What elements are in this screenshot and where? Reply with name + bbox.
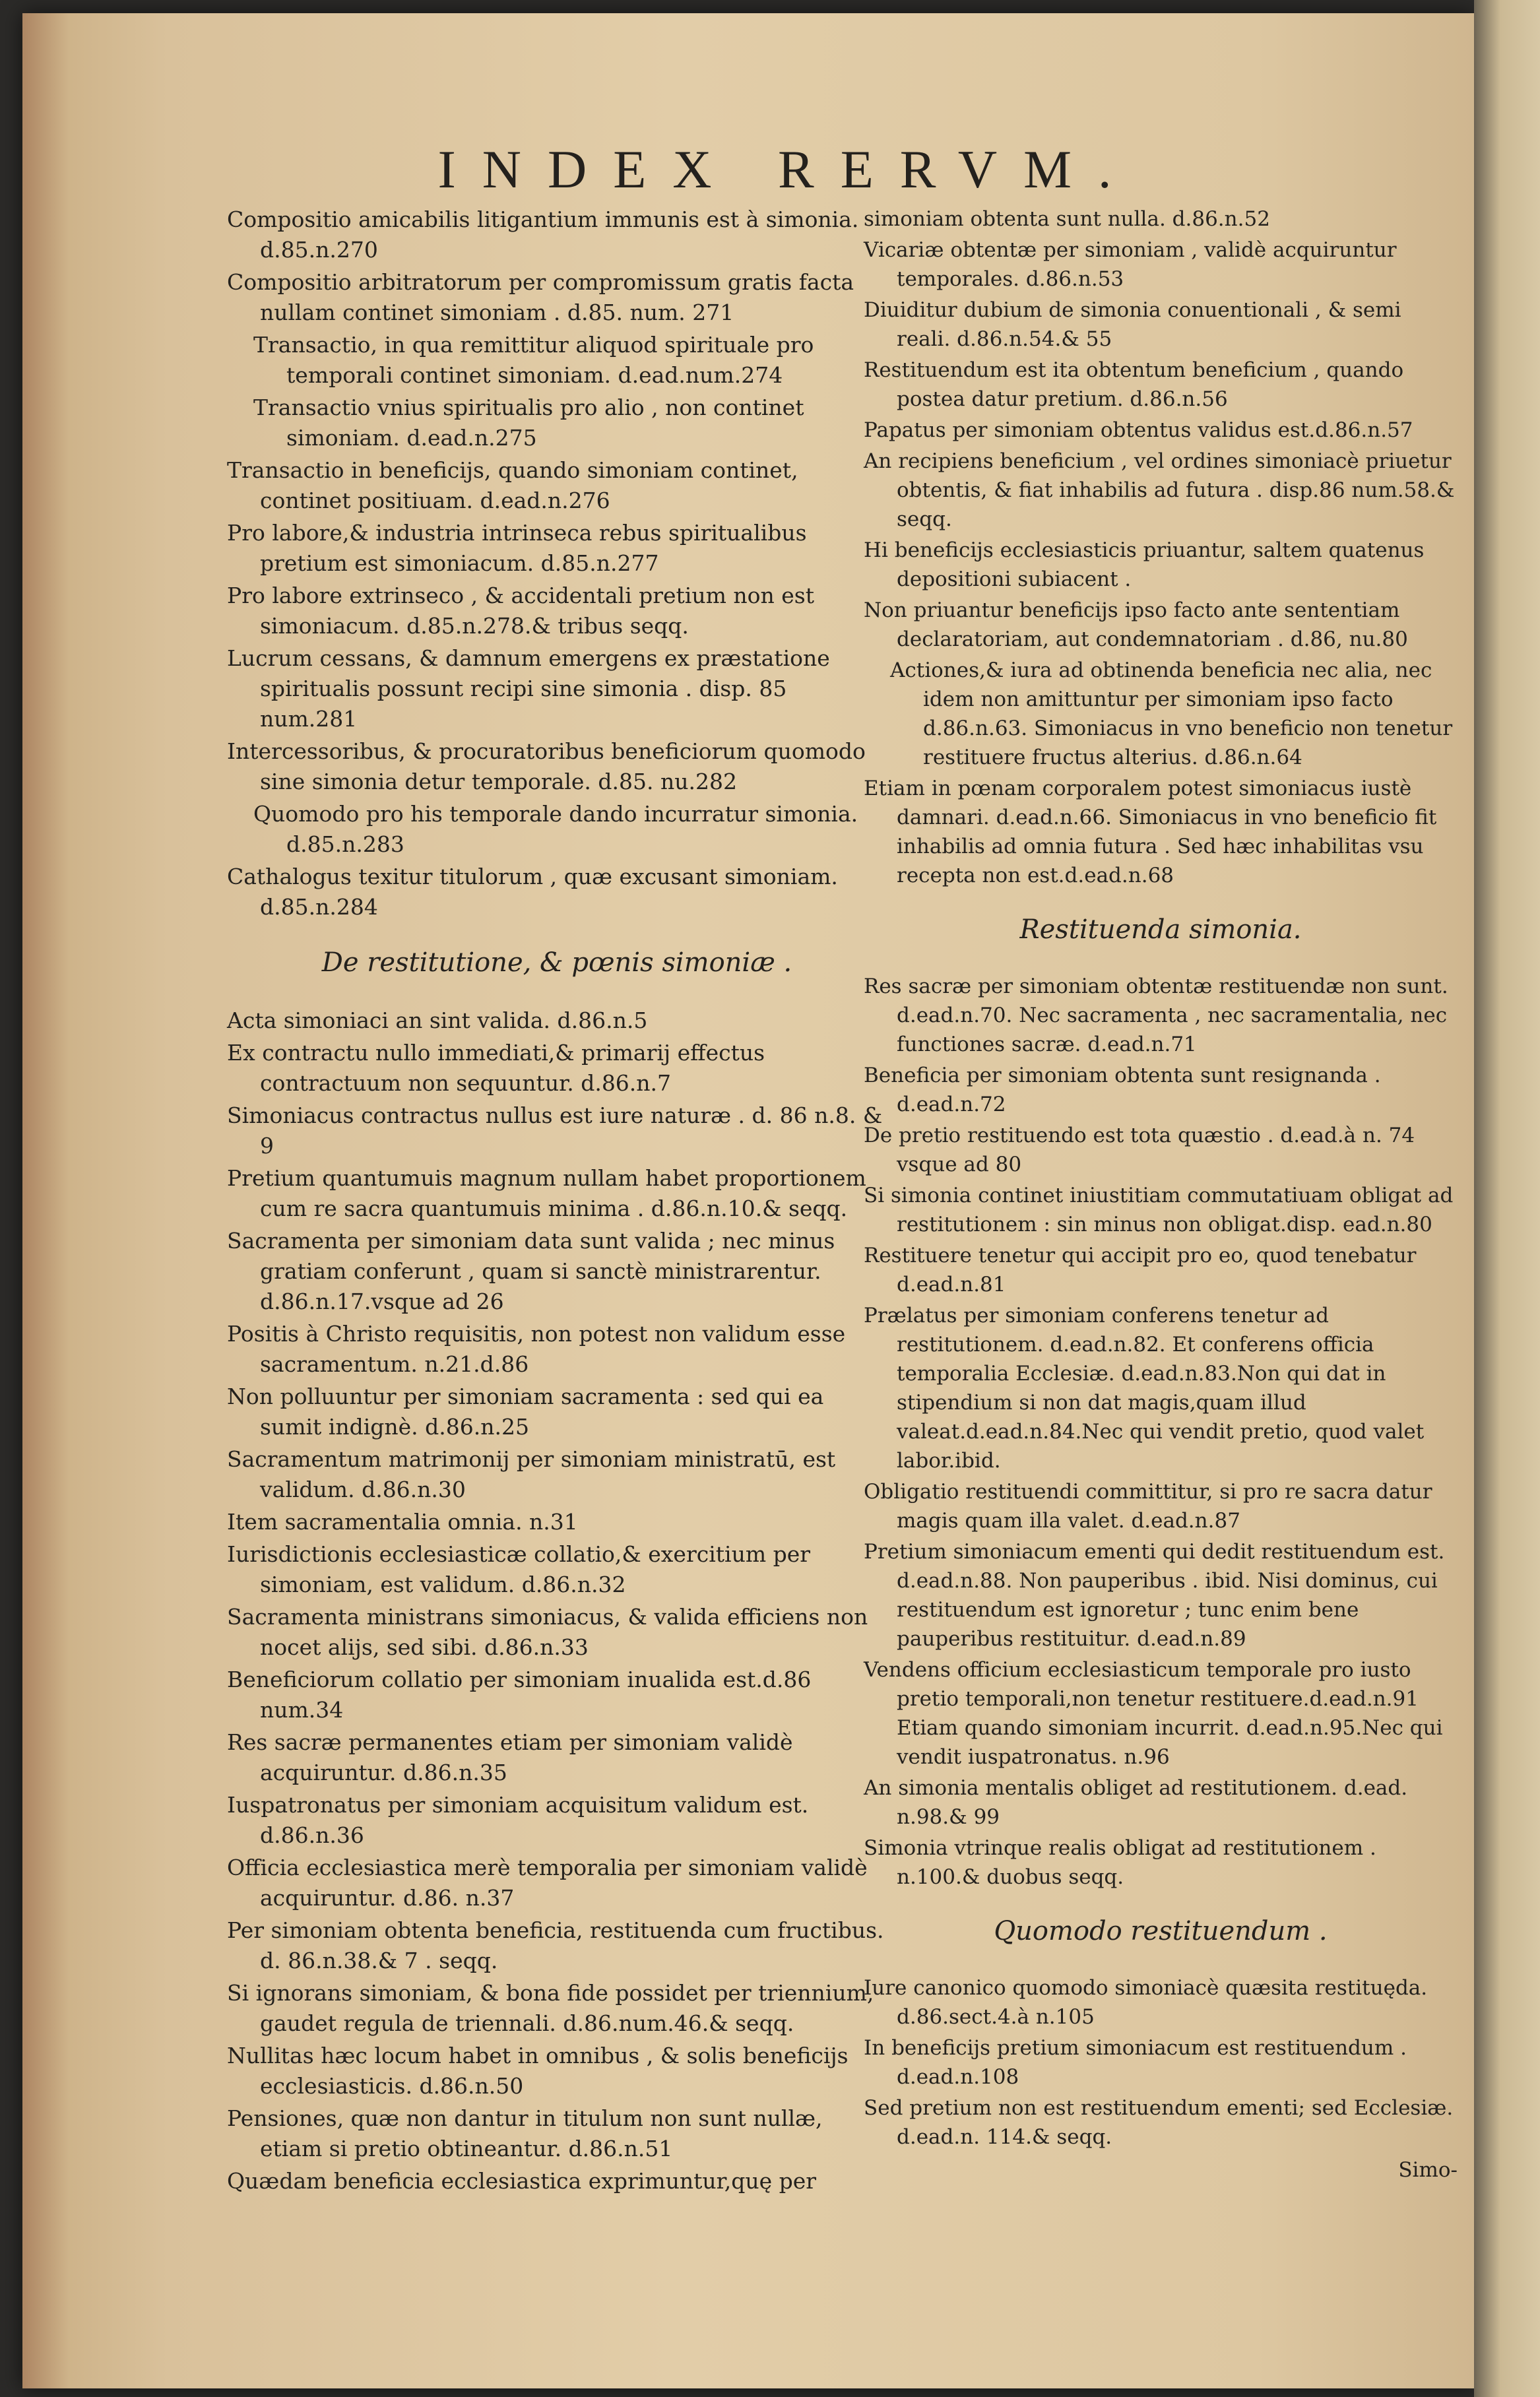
index-entry: Ex contractu nullo immediati,& primarij effectus contractuum non sequuntur. d.86.n.7 — [227, 1040, 765, 1096]
index-entry: Pro labore extrinseco , & accidentali pretium non est simoniacum. d.85.n.278.& tribus seqq. — [227, 583, 814, 639]
index-entry: Iurisdictionis ecclesiasticæ collatio,& exercitium per simoniam, est validum. d.86.n.32 — [227, 1541, 811, 1597]
index-entry: An simonia mentalis obliget ad restitutionem. d.ead. n.98.& 99 — [864, 1776, 1408, 1829]
index-entry: Compositio amicabilis litigantium immunis est à simonia. d.85.n.270 — [227, 207, 859, 263]
index-entry: Iuspatronatus per simoniam acquisitum validum est. d.86.n.36 — [227, 1792, 809, 1848]
index-entry: Sed pretium non est restituendum ementi; sed Ecclesiæ. d.ead.n. 114.& seqq. — [864, 2096, 1454, 2149]
index-entry: Non polluuntur per simoniam sacramenta : sed qui ea sumit indignè. d.86.n.25 — [227, 1384, 824, 1440]
index-entry: Iure canonico quomodo simoniacè quæsita restituęda. d.86.sect.4.à n.105 — [864, 1976, 1428, 2029]
index-entry: Per simoniam obtenta beneficia, restituenda cum fructibus. d. 86.n.38.& 7 . seqq. — [227, 1917, 884, 1973]
index-entry: Positis à Christo requisitis, non potest non validum esse sacramentum. n.21.d.86 — [227, 1321, 846, 1377]
index-entry: Restituere tenetur qui accipit pro eo, quod tenebatur d.ead.n.81 — [864, 1244, 1417, 1296]
index-entry: Si ignorans simoniam, & bona fide possidet per triennium, gaudet regula de triennali. d.86.num.46.& seqq. — [227, 1980, 874, 2036]
right-column — [864, 205, 1458, 2185]
index-entry: Quædam beneficia ecclesiastica exprimuntur,quę per — [227, 2168, 817, 2194]
index-entry: Pensiones, quæ non dantur in titulum non sunt nullæ, etiam si pretio obtineantur. d.86.n.51 — [227, 2105, 823, 2161]
index-entry: Transactio, in qua remittitur aliquod spirituale pro temporali continet simoniam. d.ead.num.274 — [253, 332, 814, 388]
index-entry: Beneficiorum collatio per simoniam inualida est.d.86 num.34 — [227, 1667, 812, 1723]
catchword: Simo- — [1398, 2158, 1458, 2182]
index-entry: Non priuantur beneficijs ipso facto ante sententiam declaratoriam, aut condemnatoriam . d.86, nu.80 — [864, 598, 1408, 651]
section-heading: De restitutione, & pœnis simoniæ . — [321, 947, 792, 978]
index-entry: Obligatio restituendi committitur, si pro re sacra datur magis quam illa valet. d.ead.n.87 — [864, 1480, 1432, 1533]
index-entry: Nullitas hæc locum habet in omnibus , & solis beneficijs ecclesiasticis. d.86.n.50 — [227, 2043, 849, 2099]
index-entry: Simonia vtrinque realis obligat ad restitutionem . n.100.& duobus seqq. — [864, 1836, 1376, 1889]
index-entry: Sacramenta ministrans simoniacus, & valida efficiens non nocet alijs, sed sibi. d.86.n.33 — [227, 1604, 868, 1660]
index-entry: Pretium simoniacum ementi qui dedit restituendum est. d.ead.n.88. Non pauperibus . ibid. Nisi dominus, cui restituendum est ignoretur ; tunc enim bene pauperibus restituitur. d.ead.n.89 — [864, 1540, 1445, 1651]
index-entry: Vendens officium ecclesiasticum temporale pro iusto pretio temporali,non tenetur restituere.d.ead.n.91 Etiam quando simoniam incurrit. d.ead.n.95.Nec qui vendit iuspatronatus. n.96 — [864, 1658, 1443, 1769]
index-entry: Beneficia per simoniam obtenta sunt resignanda . d.ead.n.72 — [864, 1064, 1381, 1116]
index-entry: In beneficijs pretium simoniacum est restituendum . d.ead.n.108 — [864, 2036, 1407, 2089]
index-entry: Transactio in beneficijs, quando simoniam continet, continet positiuam. d.ead.n.276 — [227, 457, 798, 513]
adjacent-page-edge — [1474, 0, 1540, 2397]
index-entry: Si simonia continet iniustitiam commutatiuam obligat ad restitutionem : sin minus non obligat.disp. ead.n.80 — [864, 1184, 1454, 1236]
section-heading: Quomodo restituendum . — [994, 1916, 1328, 1946]
index-entry: Etiam in pœnam corporalem potest simoniacus iustè damnari. d.ead.n.66. Simoniacus in vno beneficio fit inhabilis ad omnia futura . Sed hæc inhabilitas vsu recepta non est.d.ead.n.68 — [864, 777, 1437, 887]
section-heading: Restituenda simonia. — [1019, 914, 1302, 945]
index-entry: Quomodo pro his temporale dando incurratur simonia. d.85.n.283 — [253, 801, 858, 857]
index-entry: Res sacræ permanentes etiam per simoniam validè acquiruntur. d.86.n.35 — [227, 1729, 793, 1785]
index-entry: Simoniacus contractus nullus est iure naturæ . d. 86 n.8. & 9 — [227, 1103, 883, 1159]
index-entry: Restituendum est ita obtentum beneficium , quando postea datur pretium. d.86.n.56 — [864, 358, 1404, 411]
index-entry: Hi beneficijs ecclesiasticis priuantur, saltem quatenus depositioni subiacent . — [864, 538, 1425, 591]
index-entry: Transactio vnius spiritualis pro alio , non continet simoniam. d.ead.n.275 — [253, 395, 804, 451]
index-entry: Intercessoribus, & procuratoribus beneficiorum quomodo sine simonia detur temporale. d.85. nu.282 — [227, 738, 866, 794]
index-entry: Lucrum cessans, & damnum emergens ex præstatione spiritualis possunt recipi sine simonia . disp. 85 num.281 — [227, 645, 830, 732]
index-entry: Cathalogus texitur titulorum , quæ excusant simoniam. d.85.n.284 — [227, 864, 838, 920]
index-entry: simoniam obtenta sunt nulla. d.86.n.52 — [864, 207, 1270, 231]
index-entry: Vicariæ obtentæ per simoniam , validè acquiruntur temporales. d.86.n.53 — [864, 238, 1397, 291]
index-entry: Pretium quantumuis magnum nullam habet proportionem cum re sacra quantumuis minima . d.86.n.10.& seqq. — [227, 1165, 866, 1221]
index-entry: Diuiditur dubium de simonia conuentionali , & semi reali. d.86.n.54.& 55 — [864, 298, 1401, 351]
left-column — [227, 205, 887, 2198]
index-entry: Prælatus per simoniam conferens tenetur ad restitutionem. d.ead.n.82. Et conferens officia temporalia Ecclesiæ. d.ead.n.83.Non qui dat in stipendium si non dat magis,quam illud valeat.d.ead.n.84.Nec qui vendit pretio, quod valet labor.ibid. — [864, 1304, 1425, 1473]
index-entry: De pretio restituendo est tota quæstio . d.ead.à n. 74 vsque ad 80 — [864, 1124, 1415, 1176]
index-entry: Compositio arbitratorum per compromissum gratis facta nullam continet simoniam . d.85. num. 271 — [227, 269, 854, 325]
index-entry: Item sacramentalia omnia. n.31 — [227, 1509, 578, 1535]
index-entry: Acta simoniaci an sint valida. d.86.n.5 — [227, 1007, 648, 1033]
index-entry: Officia ecclesiastica merè temporalia per simoniam validè acquiruntur. d.86. n.37 — [227, 1855, 868, 1911]
page-title: INDEX RERVM. — [437, 139, 1138, 199]
index-entry: Sacramenta per simoniam data sunt valida ; nec minus gratiam conferunt , quam si sanctè ministrarentur. d.86.n.17.vsque ad 26 — [227, 1228, 835, 1314]
index-entry: Actiones,& iura ad obtinenda beneficia nec alia, nec idem non amittuntur per simoniam ipso facto d.86.n.63. Simoniacus in vno beneficio non tenetur restituere fructus alterius. d.86.n.64 — [890, 658, 1453, 769]
index-entry: Sacramentum matrimonij per simoniam ministratū, est validum. d.86.n.30 — [227, 1446, 836, 1502]
index-entry: Pro labore,& industria intrinseca rebus spiritualibus pretium est simoniacum. d.85.n.277 — [227, 520, 807, 576]
index-entry: Res sacræ per simoniam obtentæ restituendæ non sunt. d.ead.n.70. Nec sacramenta , nec sacramentalia, nec functiones sacræ. d.ead.n.71 — [864, 975, 1448, 1056]
index-entry: An recipiens beneficium , vel ordines simoniacè priuetur obtentis, & fiat inhabilis ad futura . disp.86 num.58.& seqq. — [864, 449, 1455, 531]
book-page — [22, 13, 1474, 2388]
index-entry: Papatus per simoniam obtentus validus est.d.86.n.57 — [864, 418, 1413, 442]
